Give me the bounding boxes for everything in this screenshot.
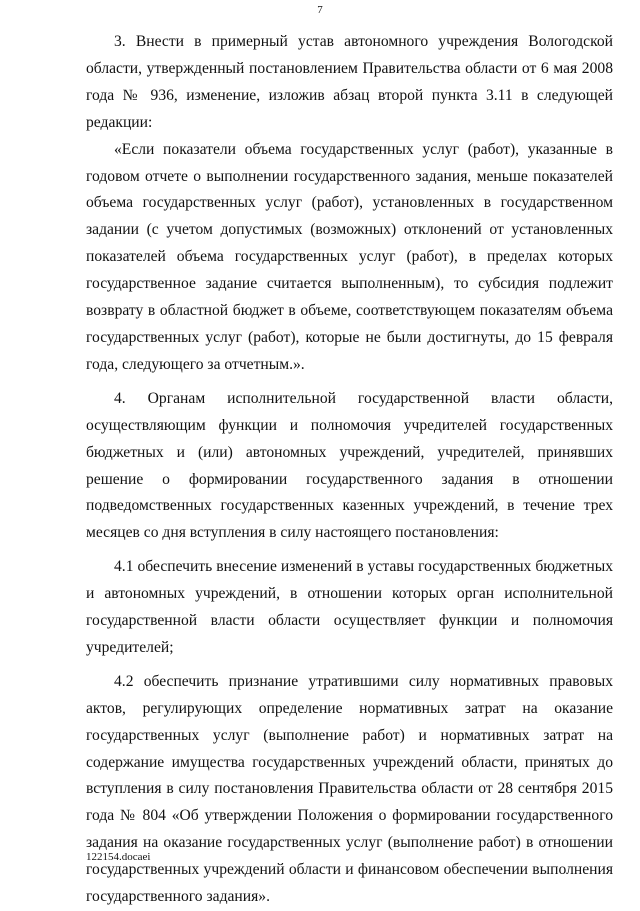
page-number: 7 <box>317 4 323 16</box>
paragraph-item-4-2: 4.2 обеспечить признание утратившими силу нормативных правовых актов, регулирующих определение нормативных затрат на оказание государственных услуг (выполнение работ) и нормативных затрат на содержание имущества государственных учреждений области, принятых до вступления в силу постановления Правительства области от 28 сентября 2015 года № 804 «Об утверждении Положения о формировании государственного задания на оказание государственных услуг (выполнение работ) в отношении государственных учреждений области и финансовом обеспечении выполнения государственного задания». <box>86 672 613 906</box>
paragraph-item-4-1: 4.1 обеспечить внесение изменений в уставы государственных бюджетных и автономных учреждений, в отношении которых орган исполнительной государственной власти области осуществляет функции и полномочия учредителей; <box>86 558 613 656</box>
paragraph-item-4: 4. Органам исполнительной государственной власти области, осуществляющим функции и полномочия учредителей государственных бюджетных и (или) автономных учреждений, учредителей, принявших решение о формировании государственного задания в отношении подведомственных государственных казенных учреждений, в течение трех месяцев со дня вступления в силу настоящего постановления: <box>86 389 613 542</box>
file-name-footer: 122154.docaei <box>86 851 151 863</box>
paragraph-item-3: 3. Внести в примерный устав автономного учреждения Вологодской области, утвержденный постановлением Правительства области от 6 мая 2008 года № 936, изменение, изложив абзац второй пункта 3.11 в следующей редакции: <box>86 33 613 131</box>
paragraph-quoted-amendment: «Если показатели объема государственных услуг (работ), указанные в годовом отчете о выполнении государственного задания, меньше показателей объема государственных услуг (работ), установленных в государственном задании (с учетом допустимых (возможных) отклонений от установленных показателей объема государственных услуг (работ), в пределах которых государственное задание считается выполненным), то субсидия подлежит возврату в областной бюджет в объеме, соответствующем показателям объема государственных услуг (работ), которые не были достигнуты, до 15 февраля года, следующего за отчетным.». <box>86 140 613 373</box>
document-body <box>86 29 613 911</box>
